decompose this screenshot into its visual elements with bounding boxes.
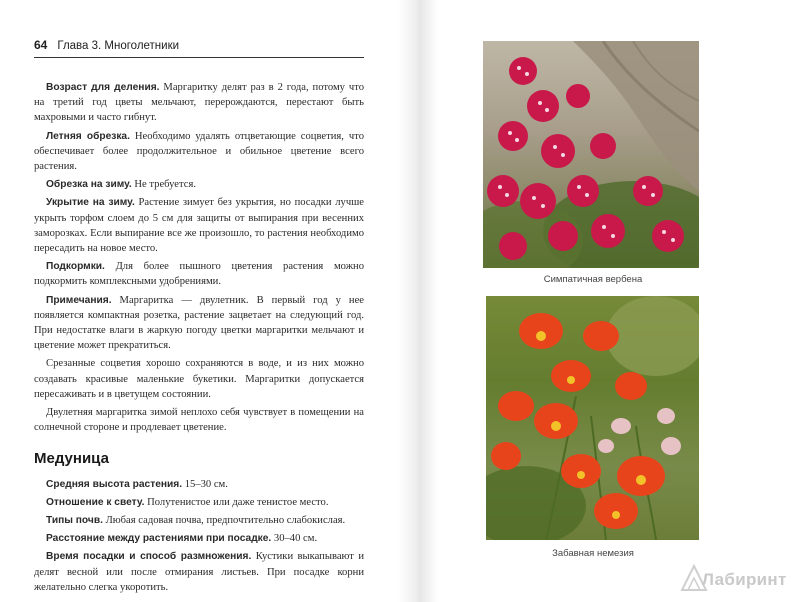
- term-label: Подкормки.: [46, 261, 105, 273]
- term-label: Время посадки и способ размножения.: [46, 551, 252, 563]
- paragraph: Подкормки. Для более пышного цветения растения можно подкормить комплексными удобрениями.: [34, 261, 364, 288]
- nemesia-photo: [486, 296, 699, 540]
- paragraph: Срезанные соцветия хорошо сохраняются в воде, и из них можно создавать красивые маленькие букетики. Маргаритки допускается пересаживать и в цветущем состоянии.: [34, 358, 364, 400]
- nemesia-illustration: [486, 296, 699, 540]
- term-label: Средняя высота растения.: [46, 478, 183, 490]
- term-label: Возраст для деления.: [46, 82, 160, 93]
- paragraph: Примечания. Маргаритка — двулетник. В первый год у нее появляется компактная розетка, растение зацветает на следующий год. При недостатке влаги в жаркую погоду цветки маргаритки мельчают и цветение может прекратиться.: [34, 294, 364, 352]
- verbena-illustration: [483, 41, 699, 268]
- term-label: Летняя обрезка.: [46, 130, 130, 142]
- left-page: [34, 38, 364, 598]
- term-label: Обрезка на зиму.: [46, 179, 132, 191]
- verbena-caption: Симпатичная вербена: [543, 274, 643, 285]
- paragraph: Возраст для деления. Маргаритку делят раз в 2 года, потому что на третий год цветы мельчают, перерождаются, перестают быть махровыми и часто гибнут.: [34, 82, 364, 124]
- paragraph: Типы почв. Любая садовая почва, предпочтительно слабокислая.: [46, 515, 346, 527]
- term-label: Отношение к свету.: [46, 496, 145, 508]
- term-label: Укрытие на зиму.: [46, 197, 135, 209]
- paragraph: Отношение к свету. Полутенистое или даже тенистое место.: [46, 496, 329, 508]
- section-title: Медуница: [34, 450, 109, 468]
- paragraph: Обрезка на зиму. Не требуется.: [46, 179, 196, 191]
- chapter-title: Глава 3. Многолетники: [57, 40, 180, 52]
- nemesia-caption: Забавная немезия: [552, 548, 634, 559]
- term-label: Типы почв.: [46, 515, 103, 527]
- paragraph: Время посадки и способ размножения. Кустики выкапывают и делят весной или после отмирания листьев. При посадке корни желательно слегка укоротить.: [34, 551, 364, 593]
- verbena-photo: [483, 41, 699, 268]
- watermark-text: Лабиринт: [702, 570, 787, 589]
- term-label: Примечания.: [46, 294, 112, 306]
- book-gutter: [398, 0, 438, 602]
- paragraph: Расстояние между растениями при посадке. 30–40 см.: [46, 533, 318, 545]
- paragraph: Летняя обрезка. Необходимо удалять отцветающие соцветия, что обеспечивает более продолжительное и обильное цветение всего растения.: [34, 130, 364, 173]
- paragraph: Средняя высота растения. 15–30 см.: [46, 478, 228, 490]
- term-label: Расстояние между растениями при посадке.: [46, 533, 272, 545]
- running-header: [34, 38, 364, 58]
- body-text: [34, 80, 364, 595]
- paragraph: Укрытие на зиму. Растение зимует без укрытия, но посадки лучше укрыть торфом слоем до 5 см для защиты от выпирания при весенних заморозках. Если выпирание все же произошло, то растения необходимо пересадить на новое место.: [34, 197, 365, 255]
- paragraph: Двулетняя маргаритка зимой неплохо себя чувствует в помещении на солнечной стороне и продлевает цветение.: [34, 407, 364, 434]
- page-number: 64: [34, 38, 48, 52]
